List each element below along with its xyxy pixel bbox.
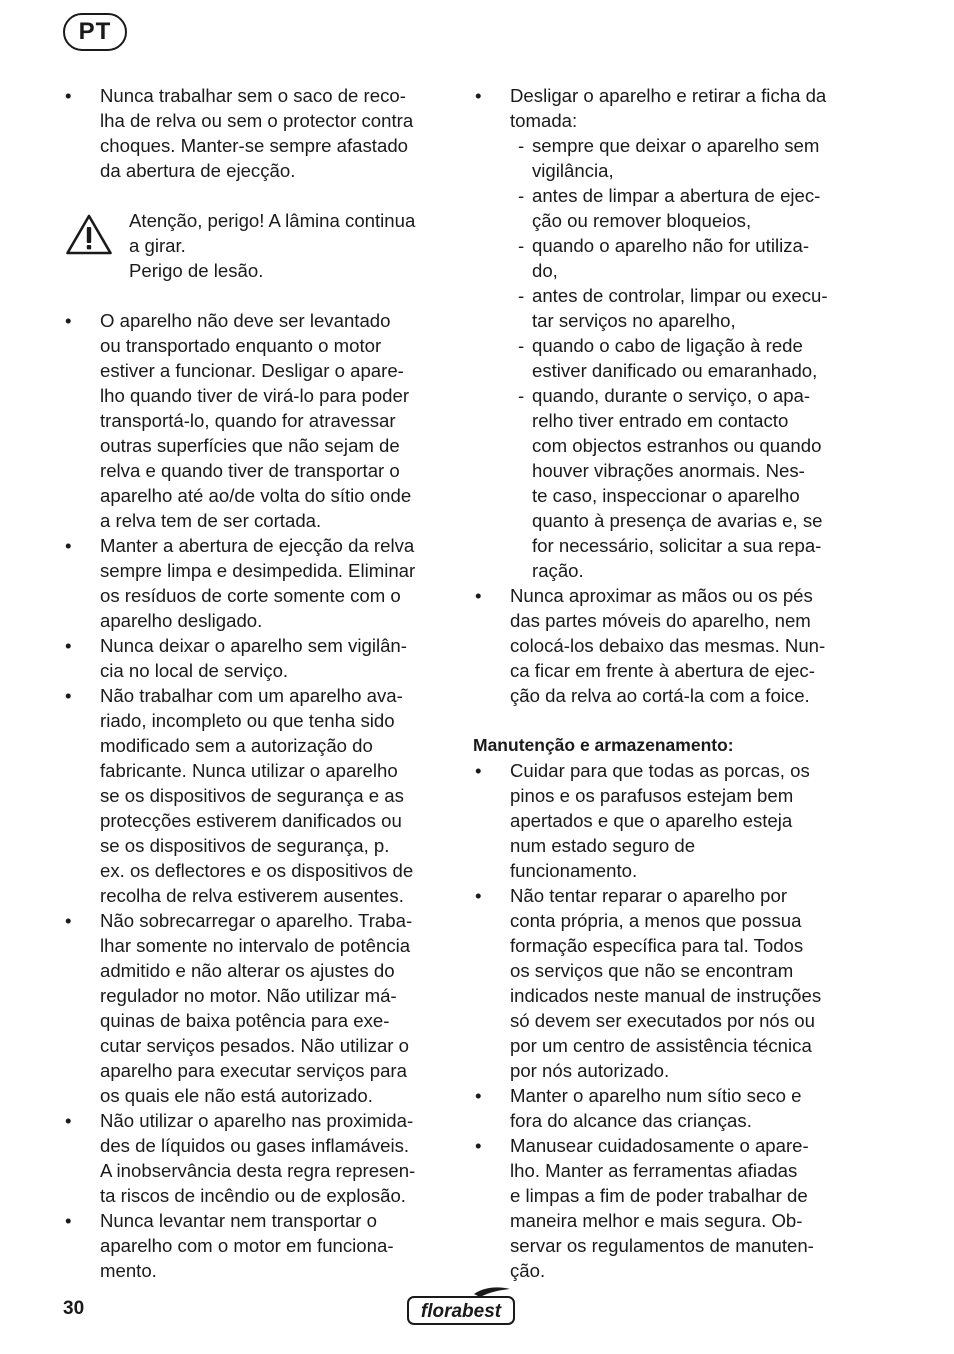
text-block (510, 883, 868, 1083)
text-line: se os dispositivos de segurança e as (100, 785, 404, 806)
text-line: relho tiver entrado em contacto (532, 410, 789, 431)
text-line: com objectos estranhos ou quando (532, 435, 822, 456)
text-line: funcionamento. (510, 860, 638, 881)
list-item: • Não trabalhar com um aparelho ava- riado, incompleto ou que tenha sido modificado sem a autorização do fabricante. Nunca utilizar o aparelho se os dispositivos de segurança e as protecções estiverem danificados ou se os dispositivos de segurança, p. ex. os deflectores e os dispositivos de recolha de relva estiverem ausentes. (63, 683, 453, 908)
list-item: • Manter o aparelho num sítio seco e fora do alcance das crianças. (473, 1083, 868, 1133)
text-line: A inobservância desta regra represen- (100, 1160, 416, 1181)
section-heading: Manutenção e armazenamento: (473, 735, 734, 755)
sub-list-item: - antes de controlar, limpar ou execu- tar serviços no aparelho, (473, 283, 868, 333)
text-line: ção. (510, 1260, 546, 1281)
list-item: • O aparelho não deve ser levantado ou transportado enquanto o motor estiver a funcionar. Desligar o apare- lho quando tiver de virá-lo para poder transportá-lo, quando for atravessar outras superfícies que não sejam de relva e quando tiver de transportar o aparelho até ao/de volta do sítio onde a relva tem de ser cortada. (63, 308, 453, 533)
text-line: ex. os deflectores e os dispositivos de (100, 860, 414, 881)
text-line: Cuidar para que todas as porcas, os (510, 760, 810, 781)
text-line: choques. Manter-se sempre afastado (100, 135, 408, 156)
text-line: protecções estiverem danificados ou (100, 810, 402, 831)
text-block (532, 133, 868, 183)
sub-list-item: - quando o aparelho não for utiliza- do, (473, 233, 868, 283)
text-line: Nunca levantar nem transportar o (100, 1210, 377, 1231)
text-line: te caso, inspeccionar o aparelho (532, 485, 800, 506)
list-item: • Não sobrecarregar o aparelho. Traba- lhar somente no intervalo de potência admitido e não alterar os ajustes do regulador no motor. Não utilizar má- quinas de baixa potência para exe- cutar serviços pesados. Não utilizar o aparelho para executar serviços para os quais ele não está autorizado. (63, 908, 453, 1108)
text-line: formação específica para tal. Todos (510, 935, 804, 956)
text-line: estiver a funcionar. Desligar o apare- (100, 360, 404, 381)
text-line: regulador no motor. Não utilizar má- (100, 985, 397, 1006)
text-line: tomada: (510, 110, 578, 131)
text-block (100, 83, 453, 183)
text-line: vigilância, (532, 160, 614, 181)
text-line: Atenção, perigo! A lâmina continua (129, 210, 416, 231)
text-line: cia no local de serviço. (100, 660, 289, 681)
text-block (532, 233, 868, 283)
list-item: • Manusear cuidadosamente o apare- lho. Manter as ferramentas afiadas e limpas a fim de poder trabalhar de maneira melhor e mais segura. Ob- servar os regulamentos de manuten- ção. (473, 1133, 868, 1283)
text-line: Manusear cuidadosamente o apare- (510, 1135, 809, 1156)
text-line: ção ou remover bloqueios, (532, 210, 752, 231)
text-line: Não sobrecarregar o aparelho. Traba- (100, 910, 413, 931)
text-line: quanto à presença de avarias e, se (532, 510, 823, 531)
text-line: ta riscos de incêndio ou de explosão. (100, 1185, 406, 1206)
text-block (100, 633, 453, 683)
text-line: por um centro de assistência técnica (510, 1035, 812, 1056)
list-item: • Manter a abertura de ejecção da relva sempre limpa e desimpedida. Eliminar os resíduos de corte somente com o aparelho desligado. (63, 533, 453, 633)
list-item: • Não tentar reparar o aparelho por conta própria, a menos que possua formação específica para tal. Todos os serviços que não se encontram indicados neste manual de instruções só devem ser executados por nós ou por um centro de assistência técnica por nós autorizado. (473, 883, 868, 1083)
text-line: Perigo de lesão. (129, 260, 264, 281)
text-line: ração. (532, 560, 584, 581)
text-line: Manter o aparelho num sítio seco e (510, 1085, 802, 1106)
text-line: maneira melhor e mais segura. Ob- (510, 1210, 803, 1231)
text-line: Não tentar reparar o aparelho por (510, 885, 788, 906)
text-line: lha de relva ou sem o protector contra (100, 110, 414, 131)
text-line: lho quando tiver de virá-lo para poder (100, 385, 410, 406)
list-item: • Desligar o aparelho e retirar a ficha da tomada: (473, 83, 868, 133)
text-line: aparelho desligado. (100, 610, 263, 631)
sub-list-item: - antes de limpar a abertura de ejec- ção ou remover bloqueios, (473, 183, 868, 233)
text-line: sempre limpa e desimpedida. Eliminar (100, 560, 416, 581)
text-line: sempre que deixar o aparelho sem (532, 135, 820, 156)
text-block (100, 533, 453, 633)
text-line: a girar. (129, 235, 186, 256)
text-line: Não utilizar o aparelho nas proximida- (100, 1110, 414, 1131)
left-column (63, 83, 453, 1283)
text-line: conta própria, a menos que possua (510, 910, 802, 931)
text-line: lho. Manter as ferramentas afiadas (510, 1160, 798, 1181)
text-line: fora do alcance das crianças. (510, 1110, 752, 1131)
text-line: recolha de relva estiverem ausentes. (100, 885, 404, 906)
warning-triangle-icon (65, 213, 113, 256)
text-block (510, 1083, 868, 1133)
text-line: Nunca trabalhar sem o saco de reco- (100, 85, 406, 106)
text-block (532, 383, 868, 583)
list-item: • Cuidar para que todas as porcas, os pinos e os parafusos estejam bem apertados e que o aparelho esteja num estado seguro de funcionamento. (473, 758, 868, 883)
text-block (532, 183, 868, 233)
text-line: a relva tem de ser cortada. (100, 510, 322, 531)
text-block (100, 683, 453, 908)
text-block (100, 1208, 453, 1283)
language-badge: PT (63, 13, 127, 51)
text-line: relva e quando tiver de transportar o (100, 460, 400, 481)
text-block (129, 208, 453, 283)
text-block (510, 1133, 868, 1283)
text-block (510, 583, 868, 708)
text-line: pinos e os parafusos estejam bem (510, 785, 794, 806)
text-line: quando o aparelho não for utiliza- (532, 235, 810, 256)
text-line: estiver danificado ou emaranhado, (532, 360, 818, 381)
list-item: • Nunca deixar o aparelho sem vigilân- cia no local de serviço. (63, 633, 453, 683)
text-line: aparelho para executar serviços para (100, 1060, 407, 1081)
text-line: quinas de baixa potência para exe- (100, 1010, 390, 1031)
text-line: antes de controlar, limpar ou execu- (532, 285, 828, 306)
text-line: ca ficar em frente à abertura de ejec- (510, 660, 815, 681)
list-item: • Nunca aproximar as mãos ou os pés das partes móveis do aparelho, nem colocá-los debaixo das mesmas. Nun- ca ficar em frente à abertura de ejec- ção da relva ao cortá-la com a foice. (473, 583, 868, 708)
text-line: lhar somente no intervalo de potência (100, 935, 411, 956)
text-line: antes de limpar a abertura de ejec- (532, 185, 821, 206)
text-line: for necessário, solicitar a sua repa- (532, 535, 822, 556)
text-block (100, 908, 453, 1108)
svg-text:florabest: florabest (420, 1301, 502, 1322)
text-line: transportá-lo, quando for atravessar (100, 410, 396, 431)
brand-logo (406, 1286, 516, 1326)
text-line: Não trabalhar com um aparelho ava- (100, 685, 403, 706)
text-block (532, 283, 868, 333)
text-line: num estado seguro de (510, 835, 696, 856)
text-line: colocá-los debaixo das mesmas. Nun- (510, 635, 826, 656)
text-line: admitido e não alterar os ajustes do (100, 960, 395, 981)
text-line: ou transportado enquanto o motor (100, 335, 382, 356)
text-block (510, 758, 868, 883)
text-line: por nós autorizado. (510, 1060, 670, 1081)
list-item: • Não utilizar o aparelho nas proximida- des de líquidos ou gases inflamáveis. A inobservância desta regra represen- ta riscos de incêndio ou de explosão. (63, 1108, 453, 1208)
text-line: O aparelho não deve ser levantado (100, 310, 391, 331)
text-line: das partes móveis do aparelho, nem (510, 610, 811, 631)
sub-list-item: - quando, durante o serviço, o apa- relho tiver entrado em contacto com objectos estranhos ou quando houver vibrações anormais. Nes- te caso, inspeccionar o aparelho quanto à presença de avarias e, se for necessário, solicitar a sua repa- ração. (473, 383, 868, 583)
list-item: • Nunca trabalhar sem o saco de reco- lha de relva ou sem o protector contra choques. Manter-se sempre afastado da abertura de ejecção. (63, 83, 453, 183)
text-line: do, (532, 260, 558, 281)
text-line: mento. (100, 1260, 157, 1281)
text-line: apertados e que o aparelho esteja (510, 810, 793, 831)
text-line: aparelho até ao/de volta do sítio onde (100, 485, 412, 506)
text-block (100, 1108, 453, 1208)
text-line: da abertura de ejecção. (100, 160, 296, 181)
list-item: • Nunca levantar nem transportar o aparelho com o motor em funciona- mento. (63, 1208, 453, 1283)
sub-list-item: - sempre que deixar o aparelho sem vigilância, (473, 133, 868, 183)
text-line: Manter a abertura de ejecção da relva (100, 535, 415, 556)
text-line: houver vibrações anormais. Nes- (532, 460, 805, 481)
page-number: 30 (63, 1298, 85, 1319)
text-line: os quais ele não está autorizado. (100, 1085, 373, 1106)
text-line: aparelho com o motor em funciona- (100, 1235, 394, 1256)
warning-notice (63, 208, 453, 283)
text-line: se os dispositivos de segurança, p. (100, 835, 390, 856)
text-line: tar serviços no aparelho, (532, 310, 736, 331)
text-line: outras superfícies que não sejam de (100, 435, 400, 456)
sub-list-item: - quando o cabo de ligação à rede estiver danificado ou emaranhado, (473, 333, 868, 383)
text-line: cutar serviços pesados. Não utilizar o (100, 1035, 410, 1056)
text-line: e limpas a fim de poder trabalhar de (510, 1185, 808, 1206)
text-line: os resíduos de corte somente com o (100, 585, 401, 606)
text-line: Nunca deixar o aparelho sem vigilân- (100, 635, 407, 656)
text-line: quando o cabo de ligação à rede (532, 335, 803, 356)
text-line: os serviços que não se encontram (510, 960, 794, 981)
text-line: quando, durante o serviço, o apa- (532, 385, 811, 406)
text-line: ção da relva ao cortá-la com a foice. (510, 685, 810, 706)
text-line: Nunca aproximar as mãos ou os pés (510, 585, 813, 606)
text-block (510, 83, 868, 133)
text-line: servar os regulamentos de manuten- (510, 1235, 814, 1256)
text-line: Desligar o aparelho e retirar a ficha da (510, 85, 827, 106)
text-line: fabricante. Nunca utilizar o aparelho (100, 760, 398, 781)
text-line: só devem ser executados por nós ou (510, 1010, 815, 1031)
text-block (532, 333, 868, 383)
text-block (100, 308, 453, 533)
text-line: des de líquidos ou gases inflamáveis. (100, 1135, 410, 1156)
right-column (473, 83, 868, 1283)
text-line: riado, incompleto ou que tenha sido (100, 710, 395, 731)
text-line: indicados neste manual de instruções (510, 985, 822, 1006)
text-line: modificado sem a autorização do (100, 735, 373, 756)
